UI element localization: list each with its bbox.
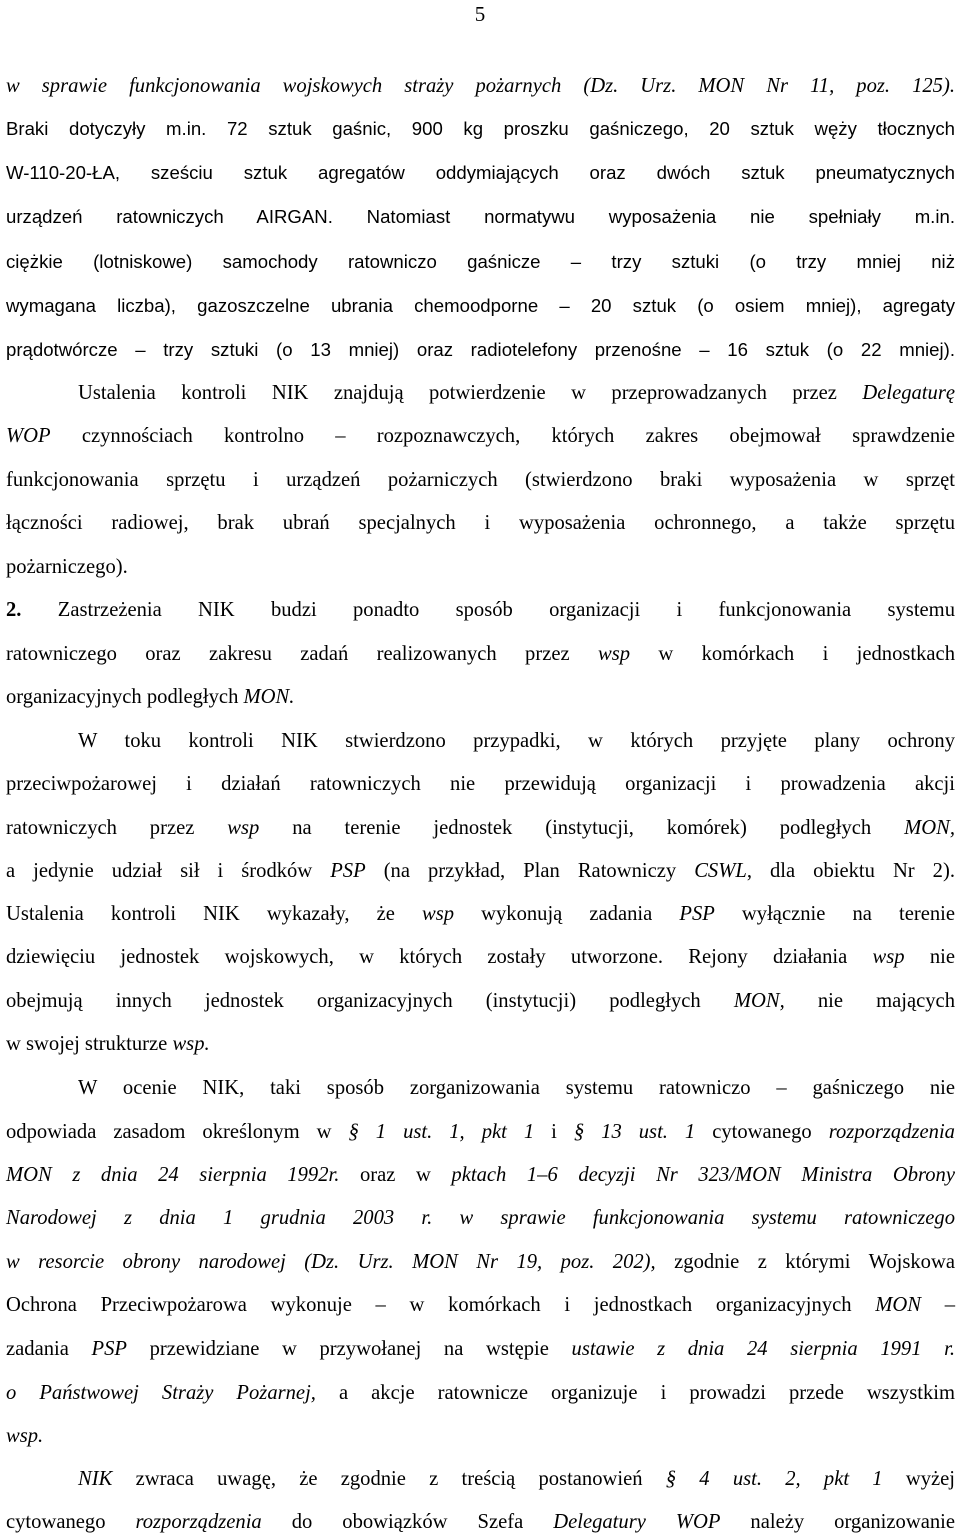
text-run: – xyxy=(921,1294,955,1316)
text-run: wsp xyxy=(872,946,905,968)
text-run: urządzeń ratowniczych AIRGAN. Natomiast normatywu wyposażenia nie spełniały m.in. xyxy=(6,206,955,227)
text-run: organizacyjnych podległych xyxy=(6,686,244,708)
text-run: oraz w xyxy=(339,1164,452,1186)
text-line xyxy=(6,73,955,99)
text-run: obejmują innych jednostek organizacyjnych (instytucji) podległych xyxy=(6,990,734,1012)
text-run: zwraca uwagę, że zgodnie z treścią postanowień xyxy=(112,1468,666,1490)
text-run: MON. xyxy=(243,686,295,708)
text-run: PSP xyxy=(330,860,366,882)
text-line xyxy=(6,1119,955,1145)
text-run: W toku kontroli NIK stwierdzono przypadki, w których przyjęte plany ochrony xyxy=(78,730,955,752)
text-run: , dla obiektu Nr 2). xyxy=(746,860,955,882)
text-run: cytowanego xyxy=(6,1511,136,1533)
text-run: należy organizowanie xyxy=(720,1511,955,1533)
text-run: wyłącznie na terenie xyxy=(714,903,956,925)
text-run: MON, xyxy=(733,990,785,1012)
text-line xyxy=(78,380,955,406)
text-run: zgodnie z którymi Wojskowa xyxy=(655,1251,955,1273)
text-run: WOP xyxy=(6,425,51,447)
text-run: a jedynie udział sił i środków xyxy=(6,860,331,882)
text-line xyxy=(6,1031,955,1057)
text-line xyxy=(78,1075,955,1101)
text-run: PSP xyxy=(91,1338,127,1360)
text-run: ratowniczego oraz zakresu zadań realizowanych przez xyxy=(6,643,598,665)
text-line xyxy=(6,988,955,1014)
text-line xyxy=(6,1249,955,1275)
text-run: w komórkach i jednostkach xyxy=(630,643,955,665)
text-run: nie mających xyxy=(784,990,955,1012)
text-run: MON xyxy=(875,1294,922,1316)
text-run: MON, xyxy=(904,817,956,839)
text-run: § 1 ust. 1, pkt 1 xyxy=(348,1121,535,1143)
text-run: ustawie z dnia 24 sierpnia 1991 r. xyxy=(571,1338,956,1360)
text-line xyxy=(6,160,955,186)
text-run: nie xyxy=(904,946,955,968)
text-run: rozporządzenia xyxy=(828,1121,955,1143)
text-run: wsp. xyxy=(172,1033,210,1055)
text-run: wymagana liczba), gazoszczelne ubrania chemoodporne – 20 sztuk (o osiem mniej), agregaty xyxy=(6,295,955,316)
text-run: cytowanego xyxy=(695,1121,829,1143)
text-line xyxy=(6,116,955,142)
text-run: ratowniczych przez xyxy=(6,817,228,839)
text-run: ciężkie (lotniskowe) samochody ratowniczo gaśnicze – trzy sztuki (o trzy mniej niż xyxy=(6,251,955,272)
text-line xyxy=(6,1380,955,1406)
text-run: a akcje ratownicze organizuje i prowadzi przede wszystkim xyxy=(315,1382,956,1404)
text-run: zadania xyxy=(6,1338,92,1360)
text-line xyxy=(6,1509,955,1535)
text-run: pktach 1–6 decyzji Nr 323/MON Ministra Obrony xyxy=(451,1164,955,1186)
text-run: 2. xyxy=(6,599,22,621)
text-line xyxy=(6,1423,955,1449)
text-run: Delegatury WOP xyxy=(553,1511,721,1533)
text-run: rozporządzenia xyxy=(135,1511,262,1533)
text-line xyxy=(78,728,955,754)
text-line xyxy=(6,815,955,841)
text-line xyxy=(6,597,955,623)
text-run: wykonują zadania xyxy=(454,903,680,925)
text-line xyxy=(6,510,955,536)
text-run: przeciwpożarowej i działań ratowniczych nie przewidują organizacji i prowadzenia akcji xyxy=(6,773,955,795)
text-run: pożarniczego). xyxy=(6,556,128,578)
text-run: wyżej xyxy=(882,1468,955,1490)
text-run: łączności radiowej, brak ubrań specjalnych i wyposażenia ochronnego, a także sprzętu xyxy=(6,512,955,534)
text-run: § 13 ust. 1 xyxy=(573,1121,696,1143)
text-run: w swojej strukturze xyxy=(6,1033,173,1055)
text-line xyxy=(6,684,955,710)
text-run: wsp xyxy=(597,643,631,665)
text-run: na terenie jednostek (instytucji, komórek) podległych xyxy=(259,817,905,839)
text-run: NIK xyxy=(78,1468,113,1490)
text-run: i xyxy=(534,1121,574,1143)
text-run: Narodowej z dnia 1 grudnia 2003 r. w sprawie funkcjonowania systemu ratowniczego xyxy=(6,1207,955,1229)
text-line xyxy=(6,467,955,493)
text-run: Braki dotyczyły m.in. 72 sztuk gaśnic, 900 kg proszku gaśniczego, 20 sztuk węży tłocznych xyxy=(6,118,955,139)
text-line xyxy=(6,1336,955,1362)
text-line xyxy=(6,641,955,667)
text-line xyxy=(6,337,955,363)
text-run: w resorcie obrony narodowej (Dz. Urz. MON Nr 19, poz. 202), xyxy=(6,1251,656,1273)
text-run: Zastrzeżenia NIK budzi ponadto sposób organizacji i funkcjonowania systemu xyxy=(21,599,955,621)
text-line xyxy=(6,944,955,970)
text-run: wsp xyxy=(421,903,455,925)
text-line xyxy=(6,293,955,319)
text-line xyxy=(6,249,955,275)
text-run: wsp. xyxy=(6,1425,44,1447)
text-run: MON z dnia 24 sierpnia 1992r. xyxy=(6,1164,340,1186)
text-run: CSWL xyxy=(694,860,747,882)
text-line xyxy=(6,423,955,449)
text-run: (na przykład, Plan Ratowniczy xyxy=(365,860,695,882)
text-run: Ustalenia kontroli NIK znajdują potwierdzenie w przeprowadzanych przez xyxy=(78,382,863,404)
text-run: czynnościach kontrolno – rozpoznawczych, których zakres obejmował sprawdzenie xyxy=(50,425,955,447)
text-run: prądotwórcze – trzy sztuki (o 13 mniej) oraz radiotelefony przenośne – 16 sztuk (o 22 mniej). xyxy=(6,339,955,360)
text-run: W ocenie NIK, taki sposób zorganizowania systemu ratowniczo – gaśniczego nie xyxy=(78,1077,955,1099)
text-line xyxy=(6,901,955,927)
text-line xyxy=(6,554,955,580)
text-run: przewidziane w przywołanej na wstępie xyxy=(126,1338,572,1360)
text-line xyxy=(6,1205,955,1231)
text-line xyxy=(6,1162,955,1188)
text-run: funkcjonowania sprzętu i urządzeń pożarniczych (stwierdzono braki wyposażenia w sprzęt xyxy=(6,469,955,491)
text-run: PSP xyxy=(679,903,715,925)
text-line xyxy=(6,858,955,884)
page-number: 5 xyxy=(474,2,486,26)
text-run: Ochrona Przeciwpożarowa wykonuje – w komórkach i jednostkach organizacyjnych xyxy=(6,1294,876,1316)
text-run: § 4 ust. 2, pkt 1 xyxy=(665,1468,883,1490)
text-run: W-110-20-ŁA, sześciu sztuk agregatów oddymiających oraz dwóch sztuk pneumatycznych xyxy=(6,162,955,183)
text-run: dziewięciu jednostek wojskowych, w których zostały utworzone. Rejony działania xyxy=(6,946,873,968)
text-run: w sprawie funkcjonowania wojskowych straży pożarnych (Dz. Urz. MON Nr 11, poz. 125). xyxy=(6,75,955,97)
text-run: Delegaturę xyxy=(862,382,955,404)
text-line xyxy=(6,1292,955,1318)
text-run: wsp xyxy=(227,817,260,839)
text-line xyxy=(6,204,955,230)
text-run: do obowiązków Szefa xyxy=(261,1511,554,1533)
text-run: o Państwowej Straży Pożarnej, xyxy=(6,1382,316,1404)
text-line xyxy=(78,1466,955,1492)
text-run: Ustalenia kontroli NIK wykazały, że xyxy=(6,903,422,925)
text-line xyxy=(6,771,955,797)
text-run: odpowiada zasadom określonym w xyxy=(6,1121,349,1143)
